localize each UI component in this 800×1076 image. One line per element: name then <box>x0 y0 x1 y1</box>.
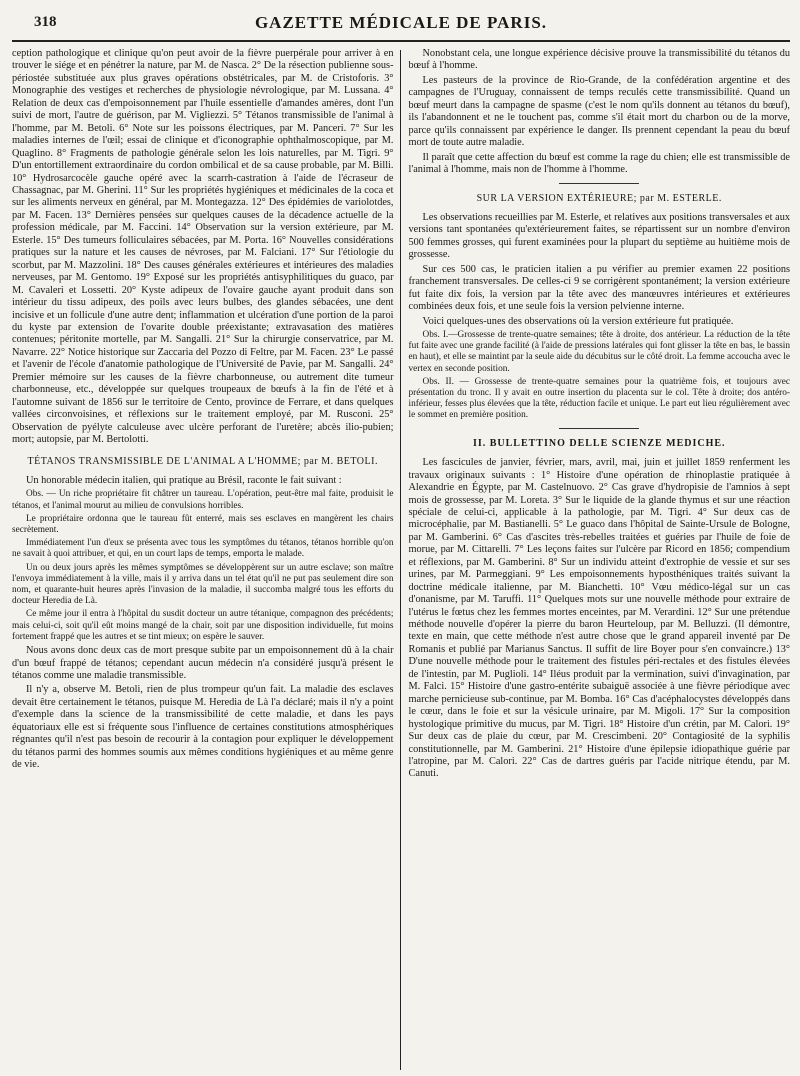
paragraph: Nonobstant cela, une longue expérience décisive prouve la transmissibilité du tétanos du bœuf à l'homme. <box>408 48 790 72</box>
paragraph: Immédiatement l'un d'eux se présenta avec tous les symptômes du tétanos, tétanos horrible qu'on ne savait à quoi attribuer, et qui, en un court laps de temps, emporta le malade. <box>12 538 394 560</box>
paragraph: Le propriétaire ordonna que le taureau fût enterré, mais ses esclaves en mangèrent les chairs secrètement. <box>12 513 394 536</box>
article-list-continued: ception pathologique et clinique qu'on peut avoir de la fièvre puerpérale pour arriver à en trouver le siége et en pénétrer la nature, par M. de Nasca. 2° De la résection publienne sous-périostée substituée aux plus graves opérations obstétricales, par M. de Cristoforis. 3° Monographie des vestiges et recherches de physiologie névrologique, par M. Lussana. 4° Relation de deux cas d'empoisonnement par l'huile essentielle d'amandes amères, dont l'un suivi de mort, l'autre de guérison, par M. Vigliezzi. 5° Tétanos transmissible de l'animal à l'homme, par M. Betoli. 6° Note sur les poissons électriques, par M. Panceri. 7° Sur les maladies internes de l'œil; essai de clinique et d'iconographie ophthalmoscopique, par M. Quaglino. 8° Fragments de pathologie générale selon les lois naturelles, par M. Tigri. 9° D'un entortillement extraordinaire du cordon ombilical et de sa cause probable, par M. Billi. 10° Hydrosarcocèle gauche opéré avec la scarrh-castration à l'aide de l'écraseur de Chassagnac, par M. Gherini. 11° Sur les propriétés hygiéniques et médicinales de la coca et sur les aliments nerveux en général, par M. Montegazza. 12° Des épidémies de variolotdes, par M. Facen. 13° Dernières pensées sur quelques causes de la décadence actuelle de la profession médicale, par M. Faccini. 14° Observation sur la version extérieure, par M. Esterle. 15° Des tumeurs folliculaires sébacées, par M. Porta. 16° Nouvelles considérations pratiques sur la nature et les causes de névroses, par M. Falciani. 17° Sur l'étiologie du scorbut, par M. Mazzolini. 18° Des causes générales extérieures et intérieures des maladies nerveuses, par M. Gentomo. 19° Exposé sur les propriétés antisyphilitiques du guaco, par M. Cavaleri et Lossetti. 20° Kyste adipeux de l'ovaire gauche ayant produit dans son intérieur du tissu adipeux, des poils avec leurs bulbes, des glandes sébacées, une dent incisive et un follicule d'une autre dent; inflammation et ulcération d'une portion de la paroi du kyste par extension de l'ovarite double préexistante; extravasation des matières contenues; péritonite mortelle, par M. Sangalli. 21° Sur la chirurgie conservatrice, par M. Navarre. 22° Notice historique sur Zaccaria del Pozzo di Feltre, par M. Facen. 23° Le passé et l'avenir de l'école d'anatomie pathologique de l'Université de Pavie, par M. Sangalli. 24° Premier mémoire sur les causes de la fièvre charbonneuse, ou autrement dite tumeur charbonneuse, etc., développée sur quelques troupeaux de bœufs à la fin de l'été et à l'automne suivant de 1856 sur le territoire de Cento, province de Ferrare, et dans quelques vallées circonvoisines, et réflexions sur le traitement employé, par M. Rusconi. 25° Observation de pyélyte calculeuse avec ulcère perforant de l'uretère; abcès ilio-pubien; mort; autopsie, par M. Bertolotti. <box>12 48 394 446</box>
paragraph: Il n'y a, observe M. Betoli, rien de plus trompeur qu'un fait. La maladie des esclaves devait être certainement le tétanos, puisque M. Heredia de Là l'a déclaré; mais il n'y a point d'exemple dans la science de la transmissibilité de cette maladie, et dans les pays équatoriaux elle est si fréquente sous l'influence de certaines constitutions atmosphériques régnantes qu'il n'est pas besoin de recourir à la contagion pour expliquer le développement du tétanos parmi des hommes soumis aux mêmes conditions hygiéniques et au même genre de vie. <box>12 684 394 771</box>
section-title-tetanos: TÉTANOS TRANSMISSIBLE DE L'ANIMAL A L'HOMME; par M. BETOLI. <box>27 455 378 467</box>
paragraph: Les pasteurs de la province de Rio-Grande, de la confédération argentine et des campagnes de l'Uruguay, connaissent de temps reculés cette transmissibilité. Quand un bœuf meurt dans la campagne de spasme (c'est le nom qu'ils donnent au tétanos du bœuf), ils l'abandonnent et ne le touchent pas, comme s'il était mort du charbon ou de la morve, parce qu'ils connaissent par expérience le danger. Ils prennent cependant la peau du bœuf mort de toute autre maladie. <box>408 74 790 149</box>
paragraph: Les observations recueillies par M. Esterle, et relatives aux positions transversales et aux versions tant spontanées qu'extérieurement faites, se répartissent sur un nombre d'environ 500 femmes grosses, qui furent examinées pour la plupart du septième au huitième mois de grossesse. <box>408 211 790 261</box>
paragraph: Un honorable médecin italien, qui pratique au Brésil, raconte le fait suivant : <box>26 474 342 486</box>
journal-title: GAZETTE MÉDICALE DE PARIS. <box>254 13 548 32</box>
section-title-bulletino: II. BULLETTINO DELLE SCIENZE MEDICHE. <box>472 437 726 449</box>
paragraph: Il paraît que cette affection du bœuf est comme la rage du chien; elle est transmissible de l'animal à l'homme, mais non de l'homme à l'homme. <box>408 151 790 176</box>
page-number: 318 <box>34 14 57 30</box>
paragraph: Voici quelques-unes des observations où la version extérieure fut pratiquée. <box>422 315 734 327</box>
section-title-version: SUR LA VERSION EXTÉRIEURE; par M. ESTERLE. <box>476 192 722 204</box>
paragraph: Ce même jour il entra à l'hôpital du susdit docteur un autre tétanique, compagnon des précédents; mais celui-ci, soit qu'il eût moins mangé de la chair, soit par une disposition individuelle, fut moins fortement frappé que les autres et se tint mieux; on espère le sauver. <box>12 609 394 642</box>
observation: Obs. — Un riche propriétaire fit châtrer un taureau. L'opération, peut-être mal faite, produisit le tétanos, et l'animal mourut au milieu de convulsions horribles. <box>12 489 394 511</box>
paragraph: Un ou deux jours après les mêmes symptômes se développèrent sur un autre esclave; son maître l'envoya immédiatement à la ville, mais il y arriva dans un tel état qu'il ne put pas seulement dire son nom, et quarante-huit heures après l'invasion de la maladie, il succomba malgré tous les efforts du docteur Heredia de Là. <box>12 562 394 607</box>
paragraph: Nous avons donc deux cas de mort presque subite par un empoisonnement dû à la chair d'un bœuf frappé de tétanos; cependant aucun médecin n'a considéré jusqu'à présent le tétanos comme une maladie transmissible. <box>12 645 394 681</box>
observation-2: Obs. II. — Grossesse de trente-quatre semaines pour la quatrième fois, et toujours avec présentation du tronc. Il y avait en outre insertion du placenta sur le col. Tête à droite; dos antéro-inférieur, fesses plus élevées que la tête, réduction facile et unique. Le part eut lieu régulièrement avec le sommet en première position. <box>408 376 790 421</box>
page-header <box>12 6 790 42</box>
two-column-body <box>12 48 790 1070</box>
separator <box>559 183 639 184</box>
paragraph: Les fascicules de janvier, février, mars, avril, mai, juin et juillet 1859 renferment les travaux originaux suivants : 1° Histoire d'une opération de rhinoplastie pratiquée à Alexandrie en Égypte, par M. Castelnuovo. 2° Cas grave d'hydropisie de l'amnios à sept mois de grossesse, par M. Loreta. 3° Sur le liquide de la glande thymus et sur une réaction spéciale de celui-ci, applicable à la pathologie, par M. Tigri. 4° Sur deux cas de microcéphalie, par M. Bastianelli. 5° Le guaco dans l'hôpital de Sainte-Ursule de Bologne, par M. Gamberini. 6° Cas d'ascites très-rebelles traitées et guéries par l'huile de foie de morue, par M. Cittarelli. 7° Les leçons faites sur l'ulcère par Ricord en 1856; compendium et réflexions, par M. Gamberini. 8° Sur un individu atteint d'extrophie de vessie et sur ses urines, par M. Parmeggiani. 9° Les empoisonnements hyposthéniques traités suivant la doctrine médicale italienne, par M. Bianchetti. 10° Vœu médico-légal sur un cas d'onanisme, par M. Taruffi. 11° Quelques mots sur une nouvelle méthode pour extraire de l'utérus le fœtus chez les femmes mortes enceintes, par M. Verardini. 12° Sur une prétendue méthode nouvelle d'opérer la pierre du baron Heurteloup, par M. Belluzzi. (Il démontre, texte en main, que cette méthode n'est autre chose que le grand appareil inventé par De Romanis et publié par Marianus Sanctus. Il suffit de lire Boyer pour s'en convaincre.) 13° D'une nouvelle méthode pour le traitement des fistules péri-rectales et des fistules élevées de l'intestin, par M. Puglioli. 14° Iléus produit par la vermination, suivi d'invagination, par M. Falci. 15° Histoire d'une gastro-entérite subaiguë associée à une fièvre périodique avec marche pernicieuse sub-continue, par M. Bomba. 16° Cas d'acéphalocystes développés dans le cœur, dans le foie et sur la vésicule urinaire, par M. Migoli. 17° Sur la composition hystologique primitive du mucus, par M. Tigri. 18° Histoire d'un crétin, par M. Calori. 19° Sur deux cas de plaie du cœur, par M. Crescimbeni. 20° Contagiosité de la syphilis constitutionnelle, par M. Gamberini. 21° Histoire d'une épilepsie idiopathique guérie par l'atropine, par M. Calori. 22° Cas de dartres guéris par l'acide nitrique étendu, par M. Canuti. <box>408 457 790 780</box>
separator <box>559 428 639 429</box>
right-column <box>401 48 791 1070</box>
left-column <box>12 48 400 1070</box>
paragraph: Sur ces 500 cas, le praticien italien a pu vérifier au premier examen 22 positions franchement transversales. De celles-ci 9 se corrigèrent spontanément; la version extérieure fut faite dix fois, la version par la tête avec des manœuvres intérieures et extérieures combinées deux fois, et une seule fois la version pelvienne interne. <box>408 263 790 313</box>
observation-1: Obs. I.—Grossesse de trente-quatre semaines; tête à droite, dos antérieur. La réduction de la tête fut faite avec une grande facilité (à l'aide de pressions latérales qui font glisser la tête en bas, le bassin en haut), et elle se maintint par la seule aide du décubitus sur le côté droit. La femme accoucha avec le vertex en seconde position. <box>408 330 790 374</box>
